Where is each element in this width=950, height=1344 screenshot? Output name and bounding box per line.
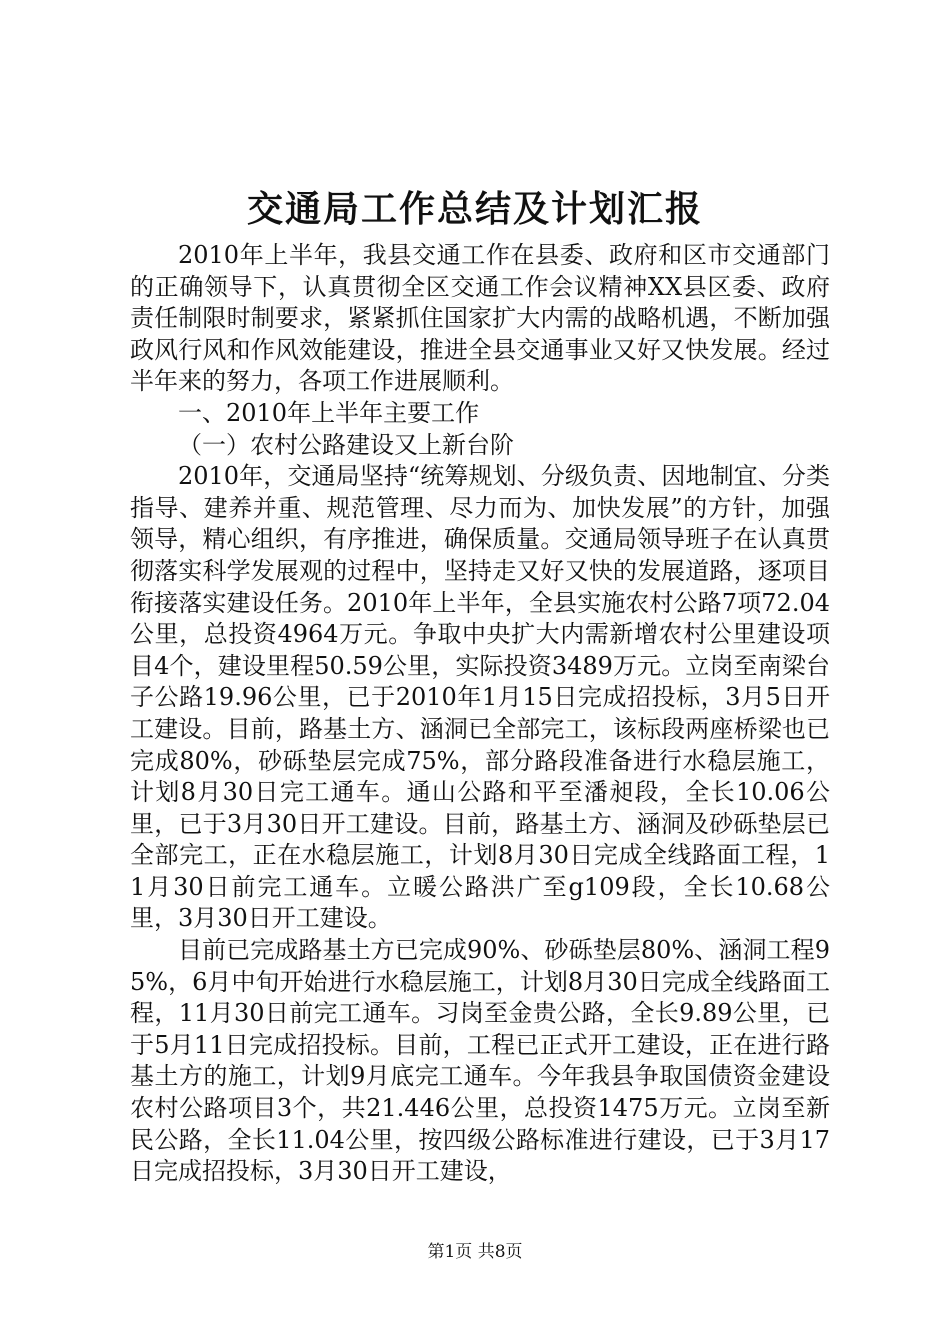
section-heading: 一、2010年上半年主要工作	[178, 398, 480, 427]
subsection-heading: （一）农村公路建设又上新台阶	[178, 430, 514, 459]
paragraph-rural-roads: 2010年，交通局坚持“统筹规划、分级负责、因地制宜、分类指导、建养并重、规范管理、尽力而为、加快发展”的方针，加强领导，精心组织，有序推进，确保质量。交通局领导班子在认真贯彻落实科学发展观的过程中，坚持走又好又快的发展道路，逐项目衔接落实建设任务。2010年上半年，全县实施农村公路7项72.04公里，总投资4964万元。争取中央扩大内需新增农村公里建设项目4个，建设里程50.59公里，实际投资3489万元。立岗至南梁台子公路19.96公里，已于2010年1月15日完成招投标，3月5日开工建设。目前，路基土方、涵洞已全部完工，该标段两座桥梁也已完成80%，砂砾垫层完成75%，部分路段准备进行水稳层施工，计划8月30日完工通车。通山公路和平至潘昶段，全长10.06公里，已于3月30日开工建设。目前，路基土方、涵洞及砂砾垫层已全部完工，正在水稳层施工，计划8月30日完成全线路面工程，11月30日前完工通车。立暖公路洪广至g109段，全长10.68公里，3月30日开工建设。	[130, 462, 830, 933]
document-body	[130, 240, 830, 1188]
paragraph-progress: 目前已完成路基土方已完成90%、砂砾垫层80%、涵洞工程95%，6月中旬开始进行水稳层施工，计划8月30日完成全线路面工程，11月30日前完工通车。习岗至金贵公路，全长9.89公里，已于5月11日完成招投标。目前，工程已正式开工建设，正在进行路基土方的施工，计划9月底完工通车。今年我县争取国债资金建设农村公路项目3个，共21.446公里，总投资1475万元。立岗至新民公路，全长11.04公里，按四级公路标准进行建设，已于3月17日完成招投标，3月30日开工建设，	[130, 936, 830, 1186]
paragraph-intro: 2010年上半年，我县交通工作在县委、政府和区市交通部门的正确领导下，认真贯彻全区交通工作会议精神XX县区委、政府责任制限时制要求，紧紧抓住国家扩大内需的战略机遇，不断加强政风行风和作风效能建设，推进全县交通事业又好又快发展。经过半年来的努力，各项工作进展顺利。	[130, 241, 830, 396]
document-title: 交通局工作总结及计划汇报	[246, 188, 703, 230]
page-number-footer: 第1页 共8页	[427, 1242, 523, 1262]
